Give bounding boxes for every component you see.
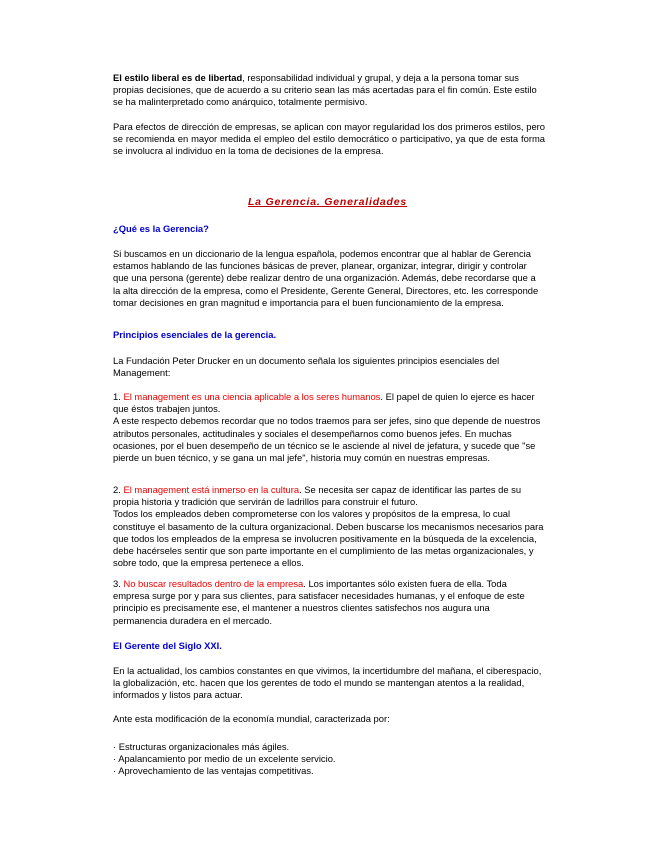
que-es-gerencia-heading: ¿Qué es la Gerencia? bbox=[113, 223, 209, 234]
bullet-list bbox=[113, 741, 545, 778]
principle-2-number: 2. bbox=[113, 484, 124, 495]
principle-1-highlight: El management es una ciencia aplicable a los seres humanos bbox=[123, 391, 381, 402]
gerente-siglo-body: En la actualidad, los cambios constantes en que vivimos, la incertidumbre del mañana, el ciberespacio, la globalización, etc. hacen que los gerentes de todo el mundo se mantengan atentos a la realidad, informados y listos para actuar. bbox=[113, 665, 542, 701]
principle-3-lead bbox=[113, 578, 545, 627]
principle-2 bbox=[113, 484, 545, 569]
list-item: · Estructuras organizacionales más ágiles. bbox=[113, 741, 290, 752]
list-item: · Aprovechamiento de las ventajas competitivas. bbox=[113, 765, 314, 777]
principle-1-lead bbox=[113, 391, 545, 415]
intro-paragraph bbox=[113, 72, 545, 109]
principle-3-number: 3. bbox=[113, 578, 124, 589]
principle-1-rest: . El papel de quien lo ejerce es hacer que éstos trabajen juntos. bbox=[113, 391, 535, 415]
section-title: La Gerencia. Generalidades bbox=[247, 196, 408, 208]
efectos-paragraph: Para efectos de dirección de empresas, se aplican con mayor regularidad los dos primeros estilos, pero se recomienda en mayor medida el empleo del estilo democrático o participativo, ya que de esta forma se involucra al individuo en la toma de decisiones de la empresa. bbox=[113, 121, 545, 157]
principle-1-number: 1. bbox=[113, 391, 124, 402]
principle-3-highlight: No buscar resultados dentro de la empresa bbox=[123, 578, 304, 589]
modificacion-paragraph: Ante esta modificación de la economía mundial, caracterizada por: bbox=[113, 713, 390, 724]
principle-3-rest: . Los importantes sólo existen fuera de ella. Toda empresa surge por y para sus clientes, para satisfacer necesidades humanas, y el enfoque de este principio es precisamente ese, el mantener a nuestros clientes satisfechos nos augura una permanencia duradera en el mercado. bbox=[113, 578, 525, 626]
que-es-gerencia-body: Si buscamos en un diccionario de la lengua española, podemos encontrar que al hablar de Gerencia estamos hablando de las funciones básicas de prever, planear, organizar, integrar, dirigir y controlar que una persona (gerente) debe realizar dentro de una organización. Además, debe recordarse que a la alta dirección de la empresa, como el Presidente, Gerente General, Directores, etc. les corresponde tomar decisiones en gran magnitud e importancia para el buen funcionamiento de la empresa. bbox=[113, 248, 539, 308]
principle-3 bbox=[113, 578, 545, 627]
intro-bold-lead: El estilo liberal es de libertad bbox=[113, 72, 243, 83]
principle-2-body: Todos los empleados deben comprometerse con los valores y propósitos de la empresa, lo cual constituye el basamento de la cultura organizacional. Deben buscarse los mecanismos necesarios para que todos los empleados de la empresa se involucren positivamente en la búsqueda de la excelencia, debe hacérseles sentir que son parte importante en el cumplimiento de las metas organizacionales, y sobre todo, que la empresa pertenece a ellos. bbox=[113, 508, 544, 569]
principle-2-rest: . Se necesita ser capaz de identificar las partes de su propia historia y tradición que servirán de ladrillos para construir el futuro. bbox=[113, 484, 522, 508]
gerente-siglo-heading: El Gerente del Siglo XXI. bbox=[113, 640, 222, 651]
intro-text: , responsabilidad individual y grupal, y deja a la persona tomar sus propias decisiones, que de acuerdo a su criterio sean las más acertadas para el fin común. Este estilo se ha malinterpretado como anárquico, totalmente permisivo. bbox=[113, 72, 537, 108]
principios-intro: La Fundación Peter Drucker en un documento señala los siguientes principios esenciales del Management: bbox=[113, 355, 500, 379]
principle-1-body: A este respecto debemos recordar que no todos traemos para ser jefes, sino que depende de nuestros atributos personales, actitudinales y sociales el desempeñarnos como buenos jefes. En muchas ocasiones, por el buen desempeño de un técnico se le asciende al nivel de jefatura, y sucede que "se pierde un buen técnico, y se gana un mal jefe", historia muy común en nuestras empresas. bbox=[113, 415, 541, 464]
principle-2-lead bbox=[113, 484, 545, 508]
principle-1 bbox=[113, 391, 545, 464]
principle-2-highlight: El management está inmerso en la cultura bbox=[123, 484, 300, 495]
list-item: · Apalancamiento por medio de un excelente servicio. bbox=[113, 753, 336, 765]
principios-heading: Principios esenciales de la gerencia. bbox=[113, 329, 277, 340]
